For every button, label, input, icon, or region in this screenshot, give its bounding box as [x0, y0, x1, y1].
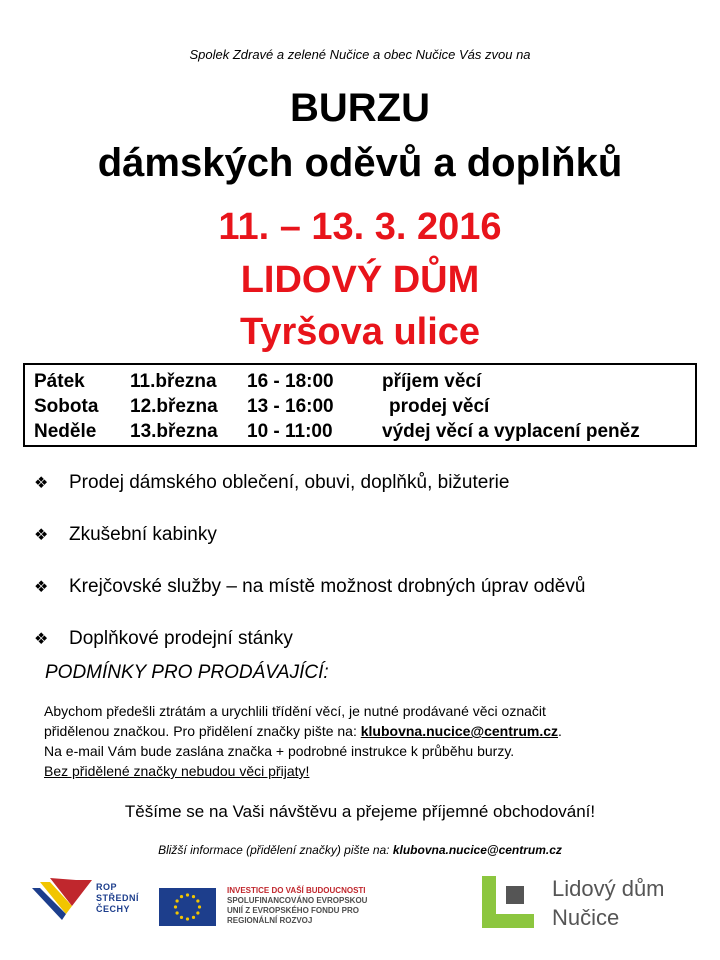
rop-line: STŘEDNÍ [96, 893, 140, 903]
eu-line: INVESTICE DO VAŠÍ BUDOUCNOSTI [227, 886, 366, 895]
eu-line: UNIÍ Z EVROPSKÉHO FONDU PRO [227, 906, 360, 915]
schedule-row [34, 396, 695, 421]
list-item-text: Doplňkové prodejní stánky [69, 628, 293, 649]
diamond-bullet-icon: ❖ [34, 475, 49, 492]
schedule-row [34, 421, 695, 446]
list-item-text: Krejčovské služby – na místě možnost drobných úprav oděvů [69, 576, 586, 597]
conditions-text [44, 701, 684, 781]
schedule-row [34, 371, 695, 396]
schedule-date: 13.března [130, 421, 218, 442]
conditions-line: Na e-mail Vám bude zaslána značka + podrobné instrukce k průběhu burzy. [44, 743, 515, 759]
eu-star-icon [192, 895, 195, 898]
email-link[interactable]: klubovna.nucice@centrum.cz [360, 723, 559, 739]
intro-text: Spolek Zdravé a zelené Nučice a obec Nučice Vás zvou na [189, 47, 531, 62]
rop-logo-icon [32, 874, 92, 924]
title-line-2: dámských oděvů a doplňků [97, 141, 623, 185]
feature-list [34, 472, 704, 680]
sponsor-logos [0, 872, 720, 932]
ld-line: Lidový dům [552, 876, 665, 901]
schedule-day: Sobota [34, 396, 99, 417]
info-line [0, 843, 720, 857]
schedule-time: 13 - 16:00 [247, 396, 334, 417]
diamond-bullet-icon: ❖ [34, 527, 49, 544]
title-line-1: BURZU [290, 86, 430, 130]
schedule-activity: příjem věcí [382, 371, 482, 392]
event-dates: 11. – 13. 3. 2016 [218, 206, 502, 248]
eu-line: SPOLUFINANCOVÁNO EVROPSKOU [227, 896, 368, 905]
lidovy-dum-logo-text [552, 874, 665, 932]
lidovy-dum-logo-icon [482, 876, 534, 928]
schedule-date: 11.března [130, 371, 217, 392]
eu-logo-text [227, 886, 367, 926]
eu-star-icon [196, 899, 199, 902]
list-item [34, 576, 704, 628]
eu-star-icon [176, 899, 179, 902]
conditions-line [44, 721, 684, 741]
welcome-text: Těšíme se na Vaši návštěvu a přejeme příjemné obchodování! [124, 802, 596, 821]
eu-line: REGIONÁLNÍ ROZVOJ [227, 916, 313, 925]
eu-star-icon [192, 916, 195, 919]
event-venue: LIDOVÝ DŮM [240, 259, 480, 301]
schedule-time: 10 - 11:00 [247, 421, 333, 442]
eu-star-icon [186, 917, 189, 920]
list-item-text: Zkušební kabinky [69, 524, 217, 545]
eu-star-icon [174, 905, 177, 908]
conditions-warning: Bez přidělené značky nebudou věci přijaty! [44, 763, 310, 779]
list-item [34, 524, 704, 576]
diamond-bullet-icon: ❖ [34, 631, 49, 648]
list-item-text: Prodej dámského oblečení, obuvi, doplňků, bižuterie [69, 472, 510, 493]
rop-line: ROP [96, 882, 118, 892]
event-street: Tyršova ulice [239, 311, 481, 353]
schedule-box [23, 363, 697, 447]
rop-logo-text [96, 882, 139, 915]
eu-flag-icon [159, 888, 216, 926]
schedule-day: Pátek [34, 371, 85, 392]
rop-line: ČECHY [96, 904, 131, 914]
eu-star-icon [196, 911, 199, 914]
schedule-day: Neděle [34, 421, 97, 442]
info-text: Bližší informace (přidělení značky) pište na: [158, 843, 393, 857]
eu-star-icon [180, 916, 183, 919]
conditions-line-end: . [558, 723, 562, 739]
eu-star-icon [176, 911, 179, 914]
eu-star-icon [186, 893, 189, 896]
schedule-date: 12.března [130, 396, 218, 417]
eu-star-icon [180, 895, 183, 898]
diamond-bullet-icon: ❖ [34, 579, 49, 596]
list-item [34, 472, 704, 524]
schedule-activity: prodej věcí [389, 396, 490, 417]
schedule-time: 16 - 18:00 [247, 371, 334, 392]
conditions-line-text: přidělenou značkou. Pro přidělení značky pište na: [44, 723, 361, 739]
ld-line: Nučice [552, 905, 620, 930]
conditions-line: Abychom předešli ztrátám a urychlili třídění věcí, je nutné prodávané věci označit [44, 703, 546, 719]
eu-star-icon [198, 905, 201, 908]
conditions-heading: PODMÍNKY PRO PRODÁVAJÍCÍ: [45, 662, 329, 683]
schedule-activity: výdej věcí a vyplacení peněz [382, 421, 640, 442]
info-email[interactable]: klubovna.nucice@centrum.cz [392, 843, 562, 857]
